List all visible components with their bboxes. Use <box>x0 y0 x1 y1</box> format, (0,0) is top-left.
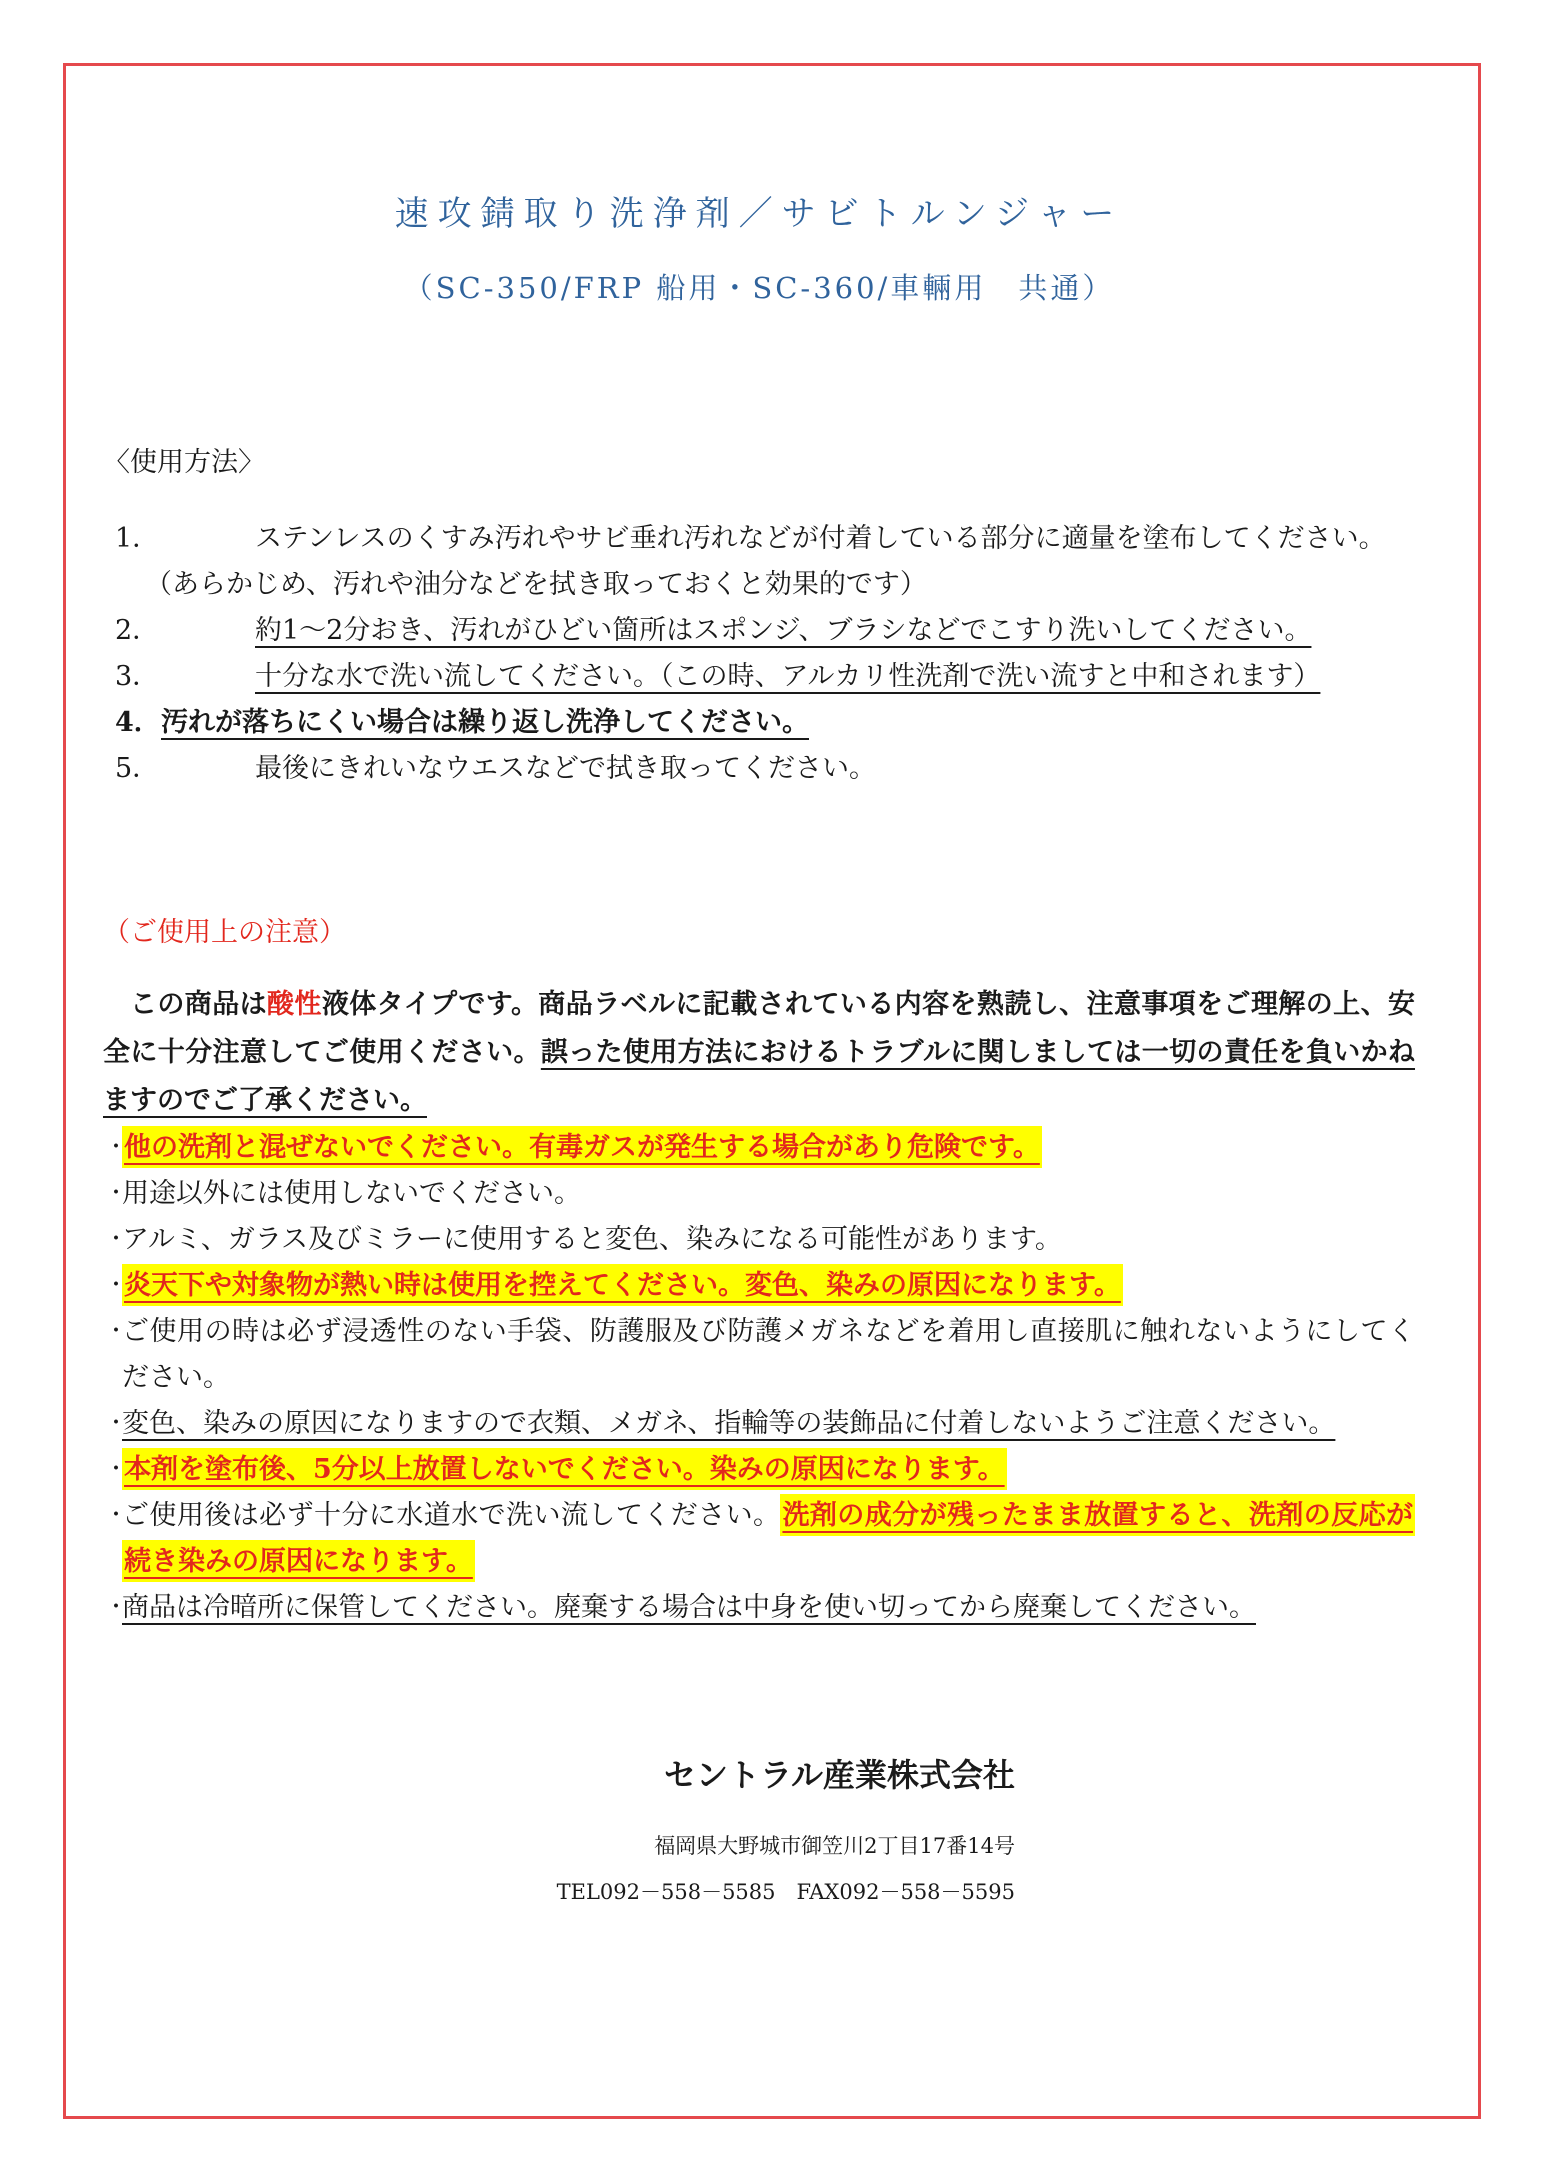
bullet-marker: ・ <box>105 1457 128 1482</box>
usage-step-1 <box>103 516 1415 562</box>
step-number: 5． <box>115 753 160 784</box>
bullet-marker: ・ <box>105 1135 128 1160</box>
step-number: 4． <box>115 707 161 738</box>
intro-disclaimer-text: 誤った使用方法におけるトラブルに関しましては一切の責任を負いかねますのでご了承ください。 <box>103 1037 1416 1116</box>
usage-step-3 <box>103 654 1415 700</box>
usage-steps <box>103 516 1415 792</box>
intro-text: この商品は <box>130 989 268 1020</box>
step-text: 汚れが落ちにくい場合は繰り返し洗浄してください。 <box>161 707 809 738</box>
bullet-text: 用途以外には使用しないでください。 <box>122 1178 581 1209</box>
caution-bullet-list <box>103 1125 1415 1631</box>
bullet-text: 商品は冷暗所に保管してください。廃棄する場合は中身を使い切ってから廃棄してください。 <box>122 1592 1256 1623</box>
bullet-text: ご使用の時は必ず浸透性のない手袋、防護服及び防護メガネなどを着用し直接肌に触れないようにしてください。 <box>122 1316 1415 1393</box>
product-subtitle: （SC-350/FRP 船用・SC-360/車輛用 共通） <box>403 271 1115 305</box>
usage-step-1-note <box>103 562 1415 608</box>
caution-bullet-mixing-warning <box>103 1125 1415 1171</box>
bullet-marker: ・ <box>105 1595 128 1620</box>
caution-bullet-clothing <box>103 1401 1415 1447</box>
caution-bullet-materials <box>103 1217 1415 1263</box>
step-text: ステンレスのくすみ汚れやサビ垂れ汚れなどが付着している部分に適量を塗布してください。 <box>255 523 1386 554</box>
intro-text: 液体タイプです。商品ラベルに記載されている内容を熟読し、注意事項をご理解の上、安全に十分注意してご使用ください。 <box>103 989 1415 1068</box>
step-text: 最後にきれいなウエスなどで拭き取ってください。 <box>255 753 876 784</box>
usage-step-5 <box>103 746 1415 792</box>
bullet-marker: ・ <box>105 1181 128 1206</box>
bullet-text-highlighted: 洗剤の成分が残ったまま放置すると、洗剤の反応が続き染みの原因になります。 <box>122 1494 1415 1582</box>
bullet-text: ご使用後は必ず十分に水道水で洗い流してください。 <box>122 1500 781 1531</box>
caution-bullet-heat-warning <box>103 1263 1415 1309</box>
usage-step-4 <box>103 700 1415 746</box>
usage-step-2 <box>103 608 1415 654</box>
caution-bullet-time-limit <box>103 1447 1415 1493</box>
step-note-text: （あらかじめ、汚れや油分などを拭き取っておくと効果的です） <box>145 569 927 600</box>
company-address: 福岡県大野城市御笠川2丁目17番14号 <box>654 1834 1015 1858</box>
company-footer <box>103 1751 1415 1905</box>
document-content <box>103 63 1415 1905</box>
step-number: 2． <box>115 615 160 646</box>
step-text: 十分な水で洗い流してください。（この時、アルカリ性洗剤で洗い流すと中和されます） <box>255 661 1321 692</box>
bullet-marker: ・ <box>105 1227 128 1252</box>
intro-acid-word: 酸性 <box>267 989 322 1020</box>
bullet-marker: ・ <box>105 1319 128 1344</box>
bullet-marker: ・ <box>105 1503 128 1528</box>
caution-bullet-rinse <box>103 1493 1415 1585</box>
caution-bullet-storage <box>103 1585 1415 1631</box>
bullet-marker: ・ <box>105 1411 128 1436</box>
company-tel-fax: TEL092－558－5585 FAX092－558－5595 <box>556 1880 1015 1904</box>
usage-heading: 〈使用方法〉 <box>103 447 265 478</box>
company-name: セントラル産業株式会社 <box>663 1757 1015 1793</box>
product-title: 速攻錆取り洗浄剤／サビトルンジャー <box>394 194 1124 234</box>
bullet-text-highlighted: 炎天下や対象物が熱い時は使用を控えてください。変色、染みの原因になります。 <box>122 1264 1123 1306</box>
caution-bullet-protective-gear <box>103 1309 1415 1401</box>
bullet-marker: ・ <box>105 1273 128 1298</box>
step-number: 1． <box>115 523 160 554</box>
bullet-text: アルミ、ガラス及びミラーに使用すると変色、染みになる可能性があります。 <box>122 1224 1062 1255</box>
bullet-text: 変色、染みの原因になりますので衣類、メガネ、指輪等の装飾品に付着しないようご注意ください。 <box>122 1408 1336 1439</box>
caution-heading: （ご使用上の注意） <box>103 917 346 948</box>
bullet-text-highlighted: 他の洗剤と混ぜないでください。有毒ガスが発生する場合があり危険です。 <box>122 1126 1042 1168</box>
caution-bullet-intended-use <box>103 1171 1415 1217</box>
bullet-text-highlighted: 本剤を塗布後、5分以上放置しないでください。染みの原因になります。 <box>122 1448 1007 1490</box>
step-text: 約1～2分おき、汚れがひどい箇所はスポンジ、ブラシなどでこすり洗いしてください。 <box>255 615 1312 646</box>
step-number: 3． <box>115 661 160 692</box>
caution-intro-paragraph <box>103 981 1415 1125</box>
